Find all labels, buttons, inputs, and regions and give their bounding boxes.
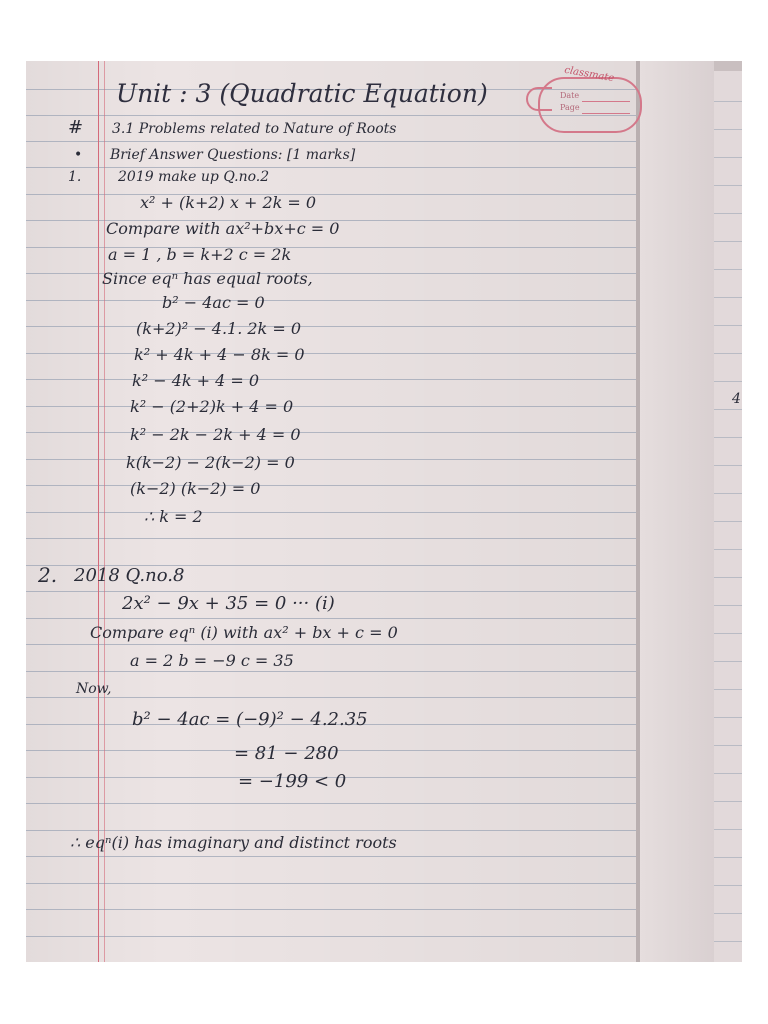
main-notebook-page <box>26 61 714 962</box>
problem-1-source: 2019 make up Q.no.2 <box>118 169 270 185</box>
p2-line: a = 2 b = −9 c = 35 <box>130 651 294 670</box>
p1-line: (k+2)² − 4.1. 2k = 0 <box>136 319 302 338</box>
p1-line: k² − 4k + 4 = 0 <box>132 371 260 390</box>
subheading-bullet: • <box>74 147 83 163</box>
unit-title: Unit : 3 (Quadratic Equation) <box>116 79 488 108</box>
notebook-photo <box>26 61 742 962</box>
p1-line: k(k−2) − 2(k−2) = 0 <box>126 453 295 472</box>
p1-line: k² − (2+2)k + 4 = 0 <box>130 397 294 416</box>
p1-line: b² − 4ac = 0 <box>162 293 265 312</box>
section-heading: 3.1 Problems related to Nature of Roots <box>112 121 397 137</box>
p1-line: a = 1 , b = k+2 c = 2k <box>108 245 292 264</box>
p2-line: Now, <box>76 681 112 697</box>
p1-line: (k−2) (k−2) = 0 <box>130 479 261 498</box>
section-hash: # <box>68 117 84 138</box>
classmate-logo <box>526 64 644 133</box>
problem-2-number: 2. <box>38 563 58 587</box>
p2-conclusion: ∴ eqⁿ(i) has imaginary and distinct roots <box>70 833 397 852</box>
logo-page-label: Page <box>560 103 580 112</box>
p1-line: ∴ k = 2 <box>144 507 203 526</box>
p1-line: Compare with ax²+bx+c = 0 <box>106 219 340 238</box>
p1-line: x² + (k+2) x + 2k = 0 <box>140 193 317 212</box>
p1-line: Since eqⁿ has equal roots, <box>102 269 313 288</box>
p2-line: = −199 < 0 <box>238 771 347 792</box>
problem-1-number: 1. <box>68 169 82 185</box>
right-page-mark-4: 4 <box>732 391 741 407</box>
logo-brand-text: classmate <box>563 64 615 85</box>
p2-line: 2x² − 9x + 35 = 0 ··· (i) <box>122 593 335 614</box>
p2-line: Compare eqⁿ (i) with ax² + bx + c = 0 <box>90 623 398 642</box>
p2-line: = 81 − 280 <box>234 743 339 764</box>
logo-date-label: Date <box>560 91 580 100</box>
p1-line: k² − 2k − 2k + 4 = 0 <box>130 425 301 444</box>
p2-line: b² − 4ac = (−9)² − 4.2.35 <box>132 709 368 730</box>
p1-line: k² + 4k + 4 − 8k = 0 <box>134 345 305 364</box>
problem-2-source: 2018 Q.no.8 <box>74 565 185 586</box>
section-subheading: Brief Answer Questions: [1 marks] <box>110 147 356 163</box>
